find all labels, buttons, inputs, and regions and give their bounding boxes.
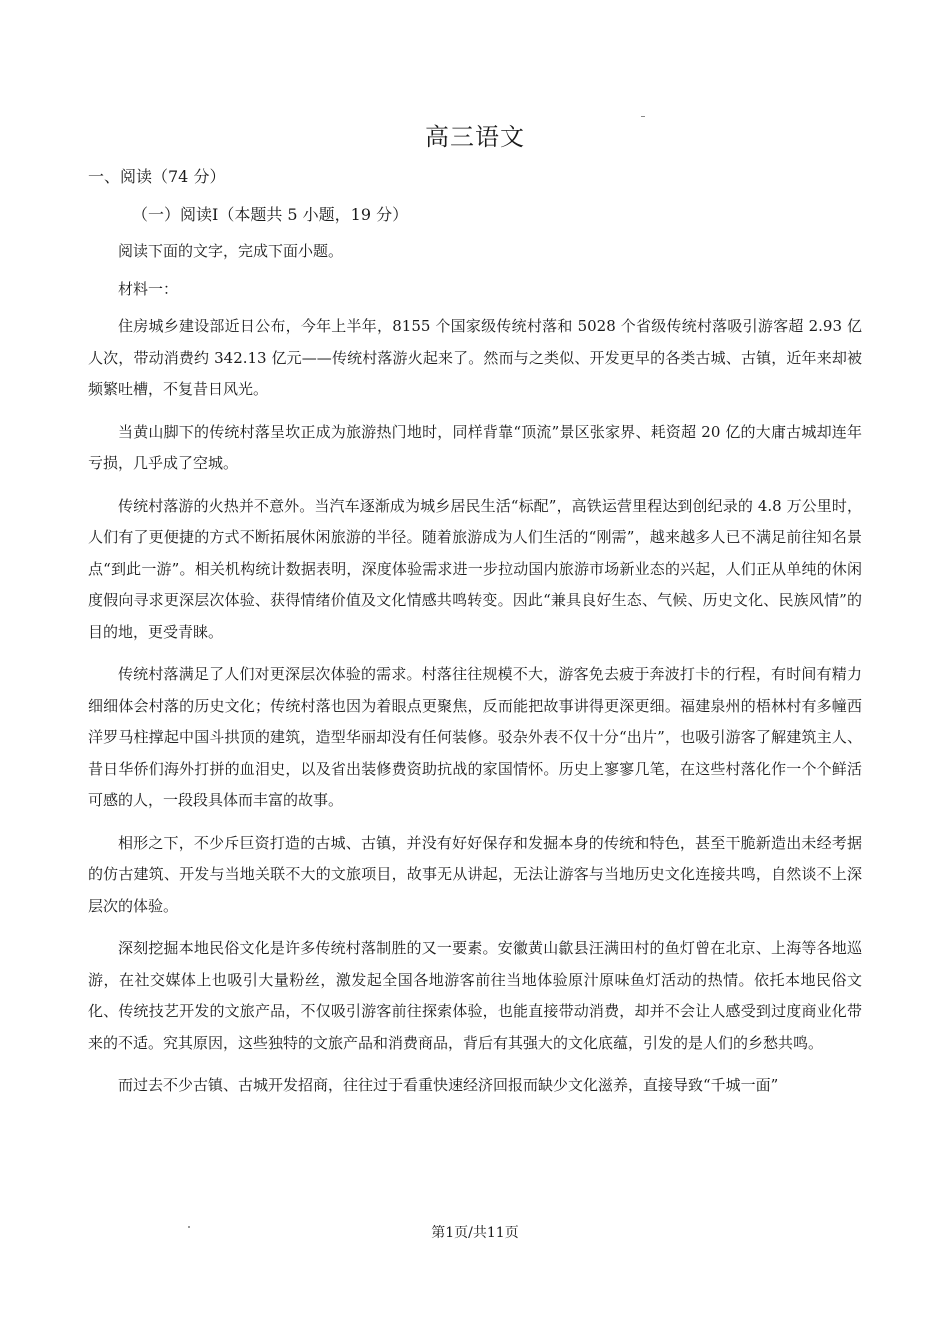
material-label: 材料一： [118, 280, 179, 298]
paragraph: 传统村落游的火热并不意外。当汽车逐渐成为城乡居民生活“标配”，高铁运营里程达到创纪录的 4.8 万公里时，人们有了更便捷的方式不断拓展休闲旅游的半径。随着旅游成为人们生活的“刚需”，越来越多人已不满足前往知名景点“到此一游”。相关机构统计数据表明，深度体验需求进一步拉动国内旅游市场新业态的兴起，人们正从单纯的休闲度假向寻求更深层次体验、获得情绪价值及文化情感共鸣转变。因此“兼具良好生态、气候、历史文化、民族风情”的目的地，更受青睐。 [88, 496, 862, 641]
section-heading: 一、阅读（74 分） [88, 167, 226, 186]
subsection-heading: （一）阅读Ⅰ（本题共 5 小题，19 分） [132, 205, 409, 224]
article-body [88, 311, 862, 1102]
page-title: 高三语文 [425, 123, 525, 151]
paragraph: 相形之下，不少斥巨资打造的古城、古镇，并没有好好保存和发掘本身的传统和特色，甚至干脆新造出未经考据的仿古建筑、开发与当地关联不大的文旅项目，故事无从讲起，无法让游客与当地历史文化连接共鸣，自然谈不上深层次的体验。 [88, 833, 862, 915]
paragraph: 当黄山脚下的传统村落呈坎正成为旅游热门地时，同样背靠“顶流”景区张家界、耗资超 20 亿的大庸古城却连年亏损，几乎成了空城。 [88, 422, 862, 472]
paragraph: 而过去不少古镇、古城开发招商，往往过于看重快速经济回报而缺少文化滋养，直接导致“千城一面” [118, 1076, 779, 1094]
reading-instruction: 阅读下面的文字，完成下面小题。 [118, 242, 344, 260]
paragraph: 深刻挖掘本地民俗文化是许多传统村落制胜的又一要素。安徽黄山歙县汪满田村的鱼灯曾在北京、上海等各地巡游，在社交媒体上也吸引大量粉丝，激发起全国各地游客前往当地体验原汁原味鱼灯活动的热情。依托本地民俗文化、传统技艺开发的文旅产品，不仅吸引游客前往探索体验，也能直接带动消费，却并不会让人感受到过度商业化带来的不适。究其原因，这些独特的文旅产品和消费商品，背后有其强大的文化底蕴，引发的是人们的乡愁共鸣。 [88, 939, 862, 1052]
page-footer: 第1页/共11页 [431, 1225, 519, 1241]
paragraph: 传统村落满足了人们对更深层次体验的需求。村落往往规模不大，游客免去疲于奔波打卡的行程，有时间有精力细细体会村落的历史文化；传统村落也因为着眼点更聚焦，反而能把故事讲得更深更细。福建泉州的梧林村有多幢西洋罗马柱撑起中国斗拱顶的建筑，造型华丽却没有任何装修。驳杂外表不仅十分“出片”，也吸引游客了解建筑主人、昔日华侨们海外打拼的血泪史，以及省出装修费资助抗战的家国情怀。历史上寥寥几笔，在这些村落化作一个个鲜活可感的人，一段段具体而丰富的故事。 [88, 665, 862, 809]
paragraph: 住房城乡建设部近日公布，今年上半年，8155 个国家级传统村落和 5028 个省级传统村落吸引游客超 2.93 亿人次，带动消费约 342.13 亿元——传统村落游火起来了。然而与之类似、开发更早的各类古城、古镇，近年来却被频繁吐槽，不复昔日风光。 [88, 317, 862, 398]
